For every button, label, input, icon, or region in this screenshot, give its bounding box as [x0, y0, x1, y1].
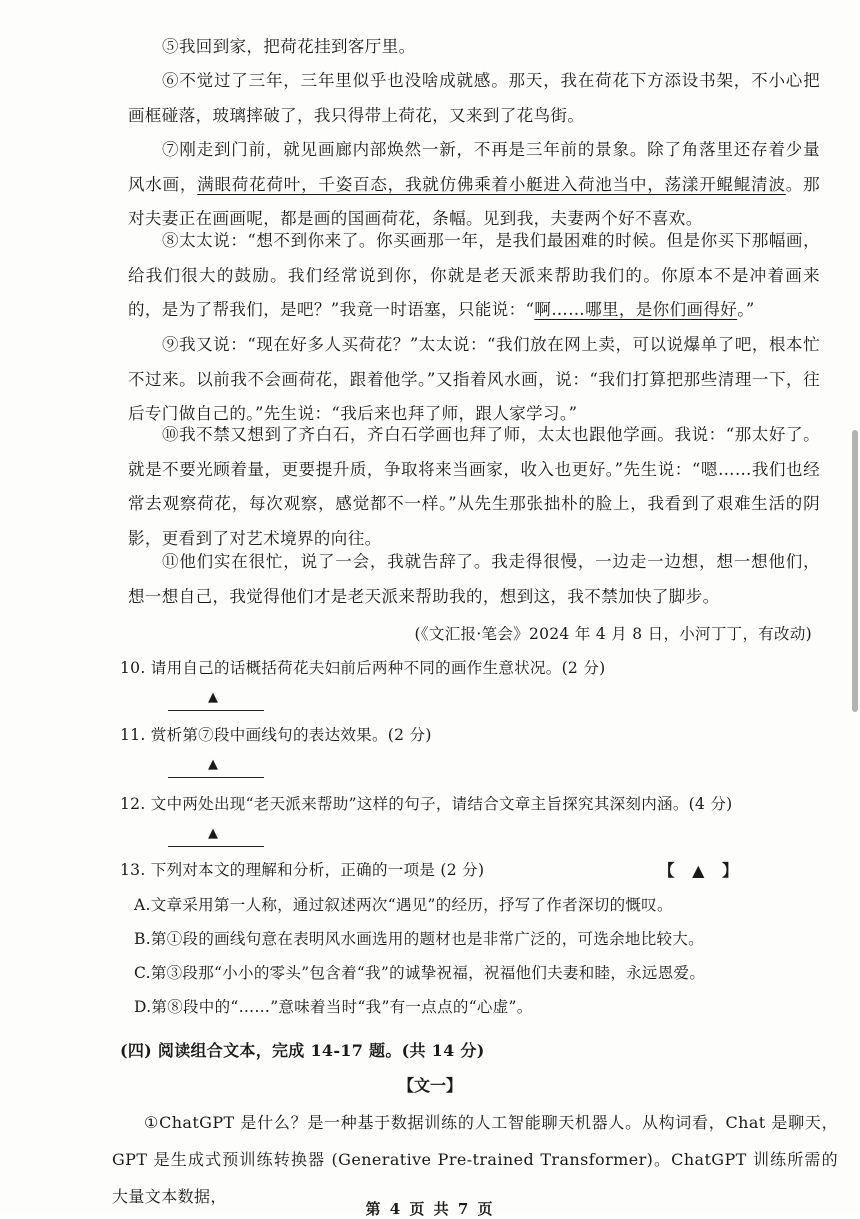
option-d: D.第⑧段中的“……”意味着当时“我”有一点点的“心虚”。 [134, 998, 533, 1016]
text-1-subtitle: 【文一】 [397, 1076, 462, 1095]
answer-bracket-13[interactable]: 【 ▲ 】 [658, 861, 744, 880]
text-1-paragraph-1: ①ChatGPT 是什么？是一种基于数据训练的人工智能聊天机器人。从构词看，Chat 是聊天，GPT 是生成式预训练转换器 (Generative Pre-trained Transformer)。ChatGPT 训练所需的大量文本数据， [112, 1113, 838, 1206]
answer-mark-12: ▲ [208, 826, 218, 841]
paragraph-11: ⑪他们实在很忙，说了一会，我就告辞了。我走得很慢，一边走一边想，想一想他们，想一想自己，我觉得他们才是老天派来帮助我的，想到这，我不禁加快了脚步。 [128, 552, 820, 606]
paragraph-8-text-b: 。” [737, 300, 755, 319]
paragraph-7-text-b: 。那对夫妻正在画画呢，都是画的国画荷花，条幅。见到我，夫妻两个好不喜欢。 [128, 174, 820, 228]
scrollbar-thumb[interactable] [852, 430, 858, 712]
answer-mark-10: ▲ [208, 690, 218, 705]
answer-mark-11: ▲ [208, 757, 218, 772]
page-footer: 第 4 页 共 7 页 [365, 1200, 495, 1218]
underlined-sentence-7: 满眼荷花荷叶，千姿百态，我就仿佛乘着小艇进入荷池当中，荡漾开鲲鲲清波 [197, 174, 786, 194]
paragraph-10: ⑩我不禁又想到了齐白石，齐白石学画也拜了师，太太也跟他学画。我说：“那太好了。就是不要光顾着量，更要提升质，争取将来当画家，收入也更好。”先生说：“嗯……我们也经常去观察荷花，每次观察，感觉都不一样。”从先生那张拙朴的脸上，我看到了艰难生活的阴影，更看到了对艺术境界的向往。 [128, 425, 820, 548]
answer-line-10[interactable] [168, 690, 264, 711]
option-a: A.文章采用第一人称，通过叙述两次“遇见”的经历，抒写了作者深切的慨叹。 [134, 896, 673, 914]
option-c: C.第③段那“小小的零头”包含着“我”的诚挚祝福，祝福他们夫妻和睦，永远恩爱。 [134, 964, 706, 982]
section-4-heading: (四) 阅读组合文本，完成 14-17 题。(共 14 分) [120, 1041, 485, 1060]
option-b: B.第①段的画线句意在表明风水画选用的题材也是非常广泛的，可选余地比较大。 [134, 930, 704, 948]
answer-line-11[interactable] [168, 757, 264, 778]
paragraph-8-text-a: ⑧太太说：“想不到你来了。你买画那一年，是我们最困难的时候。但是你买下那幅画，给我们很大的鼓励。我们经常说到你，你就是老天派来帮助我们的。你原本不是冲着画来的，是为了帮我们，是吧？”我竟一时语塞，只能说：“ [128, 231, 820, 319]
question-12: 12. 文中两处出现“老天派来帮助”这样的句子，请结合文章主旨探究其深刻内涵。(4 分) [120, 795, 733, 813]
question-10: 10. 请用自己的话概括荷花夫妇前后两种不同的画作生意状况。(2 分) [120, 659, 606, 677]
answer-line-12[interactable] [168, 826, 264, 847]
underlined-sentence-8: 啊……哪里，是你们画得好 [534, 300, 738, 319]
question-13: 13. 下列对本文的理解和分析，正确的一项是 (2 分) [120, 861, 485, 879]
paragraph-7 [128, 133, 820, 237]
paragraph-8 [128, 224, 820, 328]
source-citation: (《文汇报·笔会》2024 年 4 月 8 日，小河丁丁，有改动) [414, 625, 812, 643]
paragraph-9: ⑨我又说：“现在好多人买荷花？”太太说：“我们放在网上卖，可以说爆单了吧，根本忙不过来。以前我不会画荷花，跟着他学。”又指着风水画，说：“我们打算把那些清理一下，往后专门做自己的。”先生说：“我后来也拜了师，跟人家学习。” [128, 335, 820, 423]
question-11: 11. 赏析第⑦段中画线句的表达效果。(2 分) [120, 726, 432, 744]
paragraph-5: ⑤我回到家，把荷花挂到客厅里。 [162, 37, 416, 56]
paragraph-6: ⑥不觉过了三年，三年里似乎也没啥成就感。那天，我在荷花下方添设书架，不小心把画框碰落，玻璃摔破了，我只得带上荷花，又来到了花鸟街。 [128, 71, 820, 125]
paragraph-7-text-a: ⑦刚走到门前，就见画廊内部焕然一新，不再是三年前的景象。除了角落里还存着少量风水画， [128, 140, 820, 194]
